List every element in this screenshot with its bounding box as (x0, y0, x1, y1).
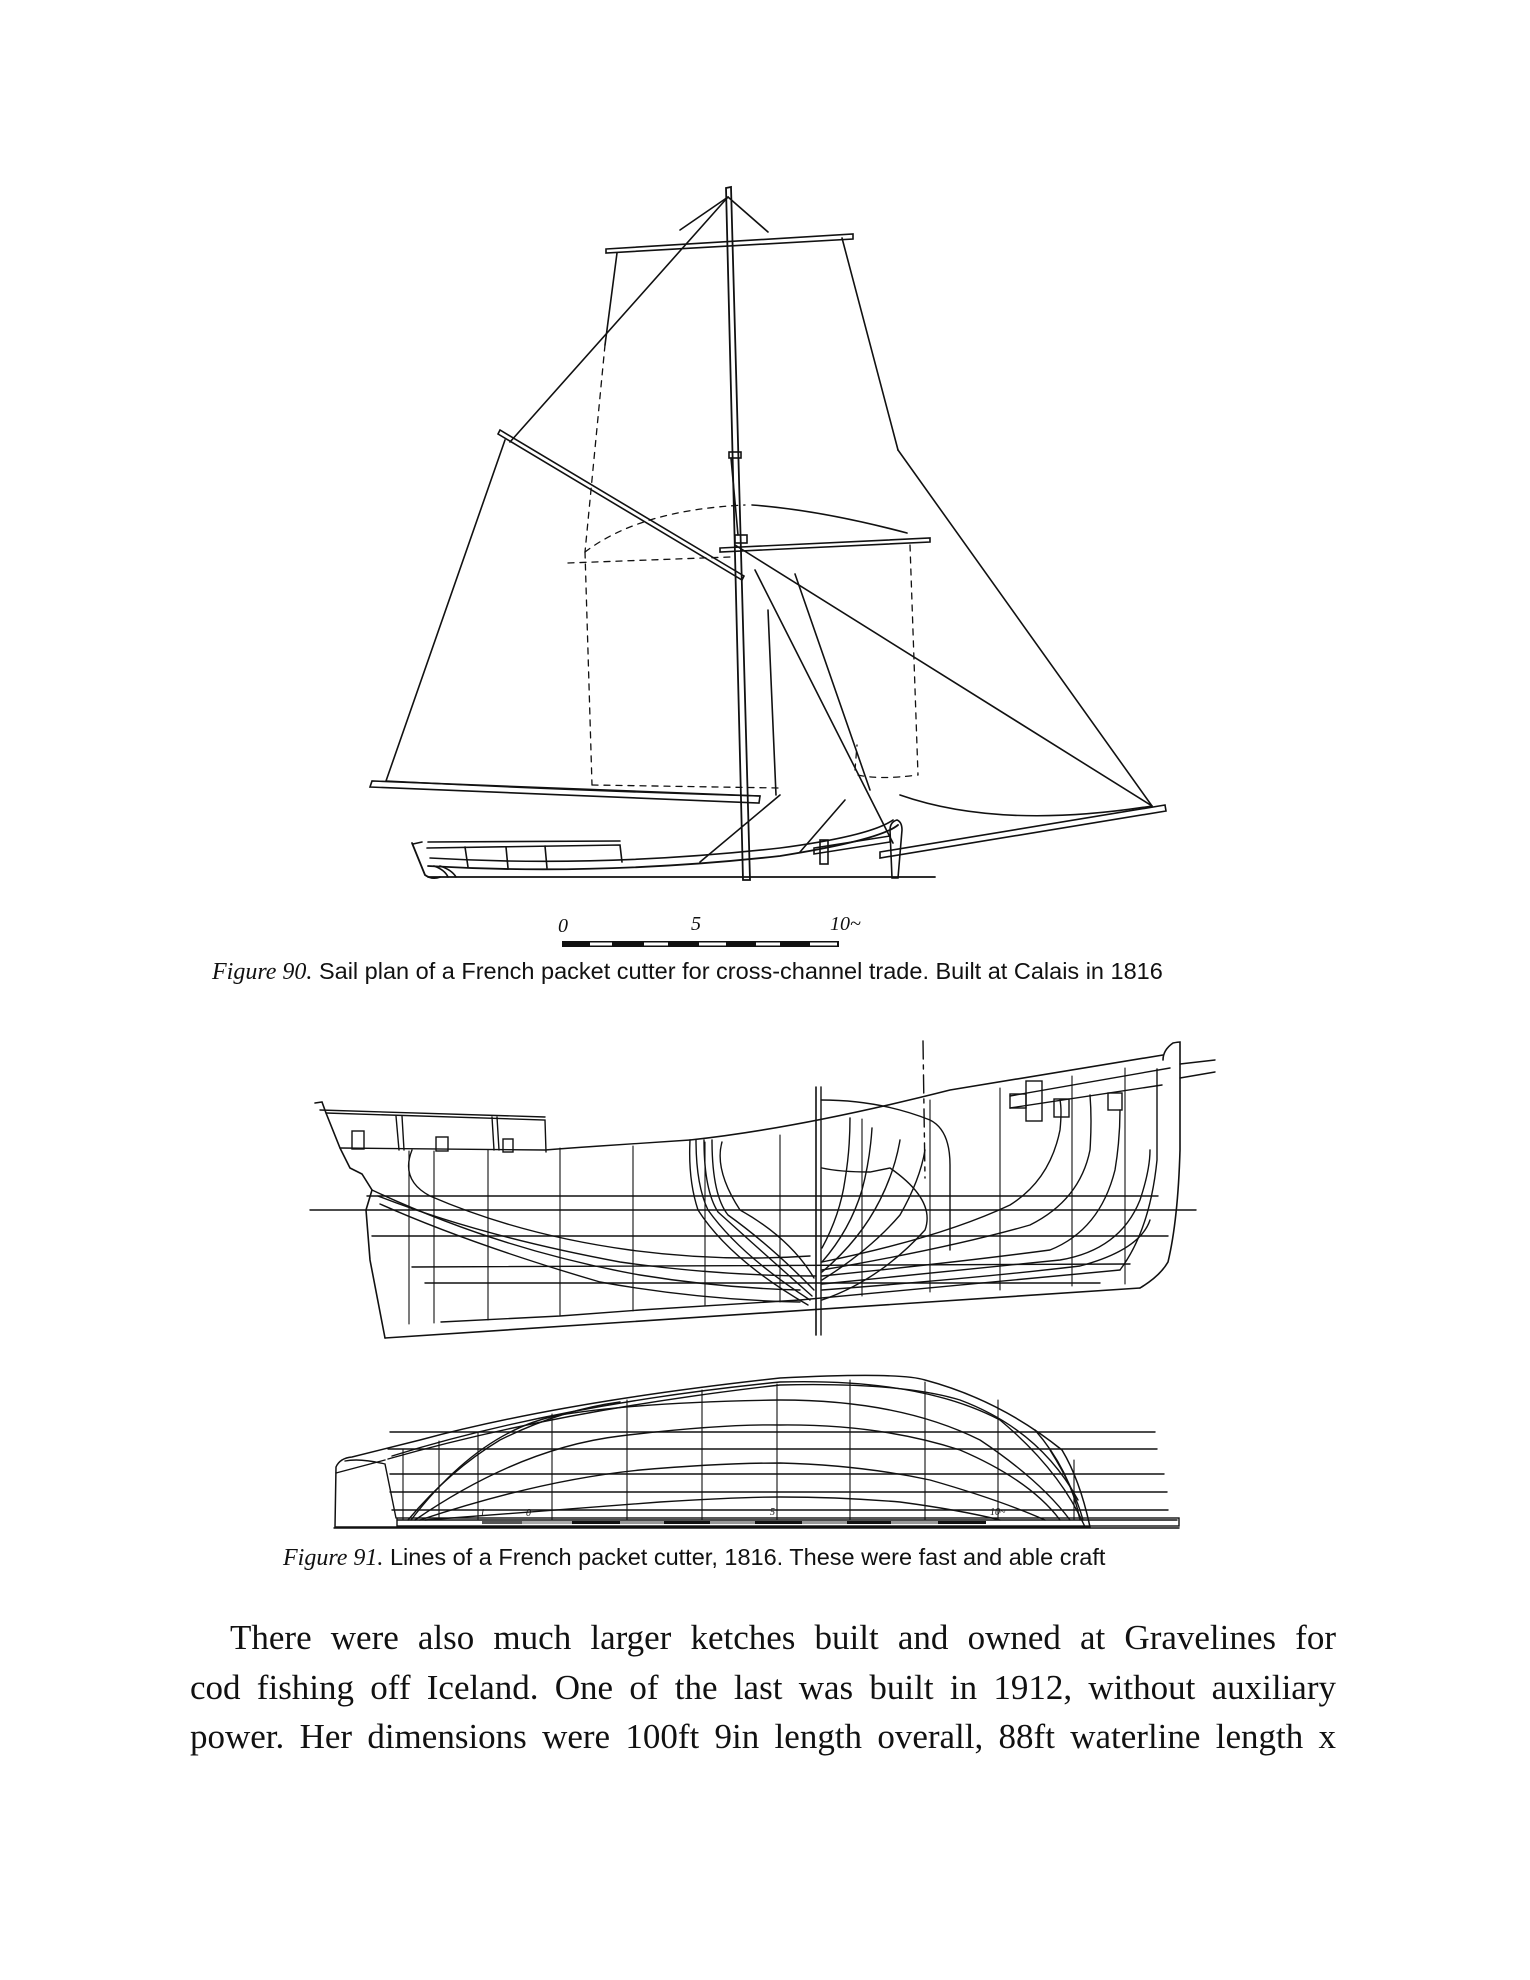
scale-label-5: 5 (691, 913, 701, 935)
figure-90-label: Figure 90. (212, 959, 313, 985)
body-line-1: There were also much larger ketches built and owned at Gravelines for (230, 1618, 1336, 1657)
scale-label-10: 10~ (830, 913, 861, 935)
body-paragraph (190, 1613, 1336, 1762)
figure-91-caption (283, 1543, 1105, 1572)
body-line-2: cod fishing off Iceland. One of the last was built in 1912, without auxiliary (190, 1667, 1336, 1707)
scale-label-1: 1 (480, 1508, 485, 1519)
scale-label-0: 0 (558, 915, 568, 937)
scale-label-5: 5 (770, 1507, 775, 1518)
figure-91-caption-text: Lines of a French packet cutter, 1816. These were fast and able craft (383, 1544, 1106, 1570)
scale-label-0: 0 (526, 1508, 531, 1519)
figure-91-label: Figure 91. (283, 1545, 384, 1571)
figure-90-caption-text: Sail plan of a French packet cutter for cross-channel trade. Built at Calais in 1816 (312, 958, 1163, 984)
scale-label-10: 10~ (990, 1507, 1006, 1518)
body-line-3: power. Her dimensions were 100ft 9in length overall, 88ft waterline length x (190, 1717, 1336, 1756)
